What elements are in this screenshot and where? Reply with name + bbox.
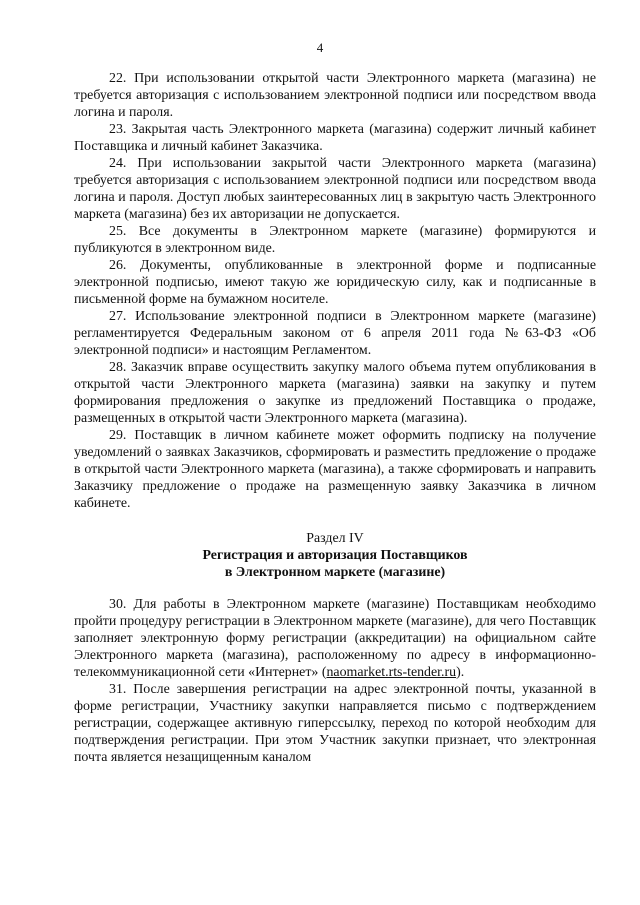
- paragraph-28: 28. Заказчик вправе осуществить закупку малого объема путем опубликования в открытой части Электронного маркета (магазина) заявки на закупку и путем формирования предложения о закупке из предложений Поставщика о продаже, размещенных в открытой части Электронного маркета (магазина).: [74, 360, 596, 426]
- section-title-line-2: в Электронном маркете (магазине): [224, 565, 446, 580]
- section-number: Раздел IV: [306, 531, 364, 546]
- paragraph-26: 26. Документы, опубликованные в электронной форме и подписанные электронной подписью, имеют такую же юридическую силу, как и подписанные в письменной форме на бумажном носителе.: [74, 258, 596, 307]
- page-number: 4: [316, 40, 324, 55]
- document-body: [74, 70, 596, 766]
- paragraph-23: 23. Закрытая часть Электронного маркета (магазина) содержит личный кабинет Поставщика и личный кабинет Заказчика.: [74, 122, 596, 154]
- paragraph-30-text: 30. Для работы в Электронном маркете (магазине) Поставщикам необходимо пройти процедуру регистрации в Электронном маркете (магазине), для чего Поставщик заполняет электронную форму регистрации (аккредитации) на официальном сайте Электронного маркета (магазина), расположенному по адресу в информационно-телекоммуникационной сети «Интернет» (: [74, 597, 596, 680]
- paragraph-30: [74, 596, 596, 681]
- paragraph-29: 29. Поставщик в личном кабинете может оформить подписку на получение уведомлений о заявках Заказчиков, сформировать и разместить предложение о продаже в открытой части Электронного маркета (магазина), а также сформировать и направить Заказчику предложение о продаже на размещенную заявку Заказчика в личном кабинете.: [74, 428, 596, 511]
- paragraph-30-end: ).: [456, 665, 465, 680]
- paragraph-27: 27. Использование электронной подписи в Электронном маркете (магазине) регламентируется Федеральным законом от 6 апреля 2011 года №63-ФЗ «Об электронной подписи» и настоящим Регламентом.: [74, 309, 596, 358]
- paragraph-31: 31. После завершения регистрации на адрес электронной почты, указанной в форме регистрации, Участнику закупки направляется письмо с подтверждением регистрации, содержащее активную гиперссылку, переход по которой необходим для подтверждения регистрации. При этом Участник закупки признает, что электронная почта является незащищенным каналом: [74, 682, 596, 765]
- paragraph-25: 25. Все документы в Электронном маркете (магазине) формируются и публикуются в электронном виде.: [74, 224, 596, 256]
- paragraph-24: 24. При использовании закрытой части Электронного маркета (магазина) требуется авторизация с использованием электронной подписи или посредством ввода логина и пароля. Доступ любых заинтересованных лиц в закрытую часть Электронного маркета (магазина) без их авторизации не допускается.: [74, 156, 596, 222]
- section-heading: [74, 530, 596, 581]
- site-link[interactable]: naomarket.rts-tender.ru: [326, 665, 457, 680]
- paragraph-22: 22. При использовании открытой части Электронного маркета (магазина) не требуется авторизация с использованием электронной подписи или посредством ввода логина и пароля.: [74, 71, 596, 120]
- section-title-line-1: Регистрация и авторизация Поставщиков: [202, 548, 468, 563]
